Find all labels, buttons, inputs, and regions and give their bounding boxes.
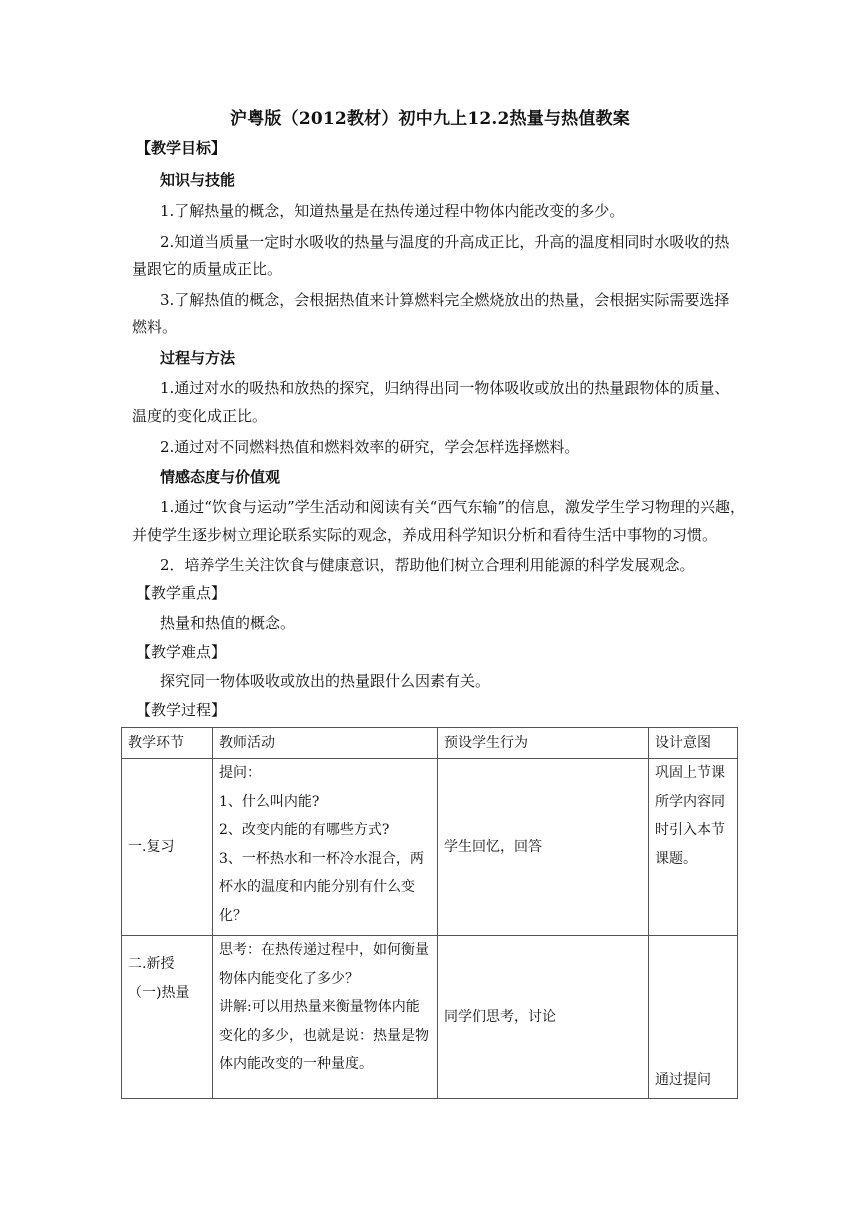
row1-teacher-line: 1、什么叫内能? [219,793,320,810]
knowledge-heading: 知识与技能 [160,171,236,189]
row2-student: 同学们思考，讨论 [438,936,649,1099]
header-intent: 设计意图 [649,728,738,759]
key-point-text: 热量和热值的概念。 [160,614,296,632]
teaching-process-table [121,727,738,1099]
process-item-2: 2.通过对不同燃料热值和燃料效率的研究，学会怎样选择燃料。 [160,438,580,456]
row2-teacher [213,936,438,1099]
document-title: 沪粤版（2012教材）初中九上12.2热量与热值教案 [230,109,630,129]
row1-intent: 巩固上节课所学内容同时引入本节课题。 [649,759,738,936]
key-point-heading: 【教学重点】 [136,584,227,602]
attitude-item-1-cont: 并使学生逐步树立理论联系实际的观念，养成用科学知识分析和看待生活中事物的习惯。 [132,526,718,544]
knowledge-item-3-cont: 燃料。 [132,318,178,336]
row1-teacher-line: 2、改变内能的有哪些方式? [219,822,390,838]
attitude-item-2: 2．培养学生关注饮食与健康意识，帮助他们树立合理利用能源的科学发展观念。 [160,556,695,574]
row1-teacher-line: 提问： [219,765,261,781]
row1-teacher-line: 3、一杯热水和一杯冷水混合，两杯水的温度和内能分别有什么变化？ [219,850,424,924]
table-header-row [122,728,738,759]
row1-teacher [213,759,438,936]
knowledge-item-2-cont: 量跟它的质量成正比。 [132,260,283,278]
objectives-heading: 【教学目标】 [136,139,227,157]
attitude-heading: 情感态度与价值观 [160,468,281,486]
row2-teacher-line: 思考：在热传递过程中，如何衡量物体内能变化了多少？ [219,942,429,987]
process-item-1: 1.通过对水的吸热和放热的探究，归纳得出同一物体吸收或放出的热量跟物体的质量、 [160,379,730,397]
row2-stage-line1: 二.新授 [128,956,175,972]
row1-stage: 一.复习 [122,759,213,936]
row2-stage [122,936,213,1099]
difficulty-text: 探究同一物体吸收或放出的热量跟什么因素有关。 [160,672,491,690]
knowledge-item-3: 3.了解热值的概念，会根据热值来计算燃料完全燃烧放出的热量，会根据实际需要选择 [160,291,730,309]
row2-intent: 通过提问 [649,936,738,1099]
process-item-1-cont: 温度的变化成正比。 [132,407,268,425]
knowledge-item-1: 1.了解热量的概念，知道热量是在热传递过程中物体内能改变的多少。 [160,202,625,220]
process-heading: 【教学过程】 [136,701,227,719]
row2-teacher-line: 讲解:可以用热量来衡量物体内能变化的多少，也就是说：热量是物体内能改变的一种量度。 [219,999,429,1072]
header-teacher: 教师活动 [213,728,438,759]
process-method-heading: 过程与方法 [160,349,236,367]
attitude-item-1: 1.通过“饮食与运动”学生活动和阅读有关“西气东输”的信息，激发学生学习物理的兴趣， [160,498,745,516]
header-stage: 教学环节 [122,728,213,759]
header-student: 预设学生行为 [438,728,649,759]
difficulty-heading: 【教学难点】 [136,643,227,661]
row2-stage-line2: （一)热量 [128,984,190,1001]
knowledge-item-2: 2.知道当质量一定时水吸收的热量与温度的升高成正比，升高的温度相同时水吸收的热 [160,233,730,251]
table-row [122,936,738,1099]
row1-student: 学生回忆，回答 [438,759,649,936]
table-row [122,759,738,936]
